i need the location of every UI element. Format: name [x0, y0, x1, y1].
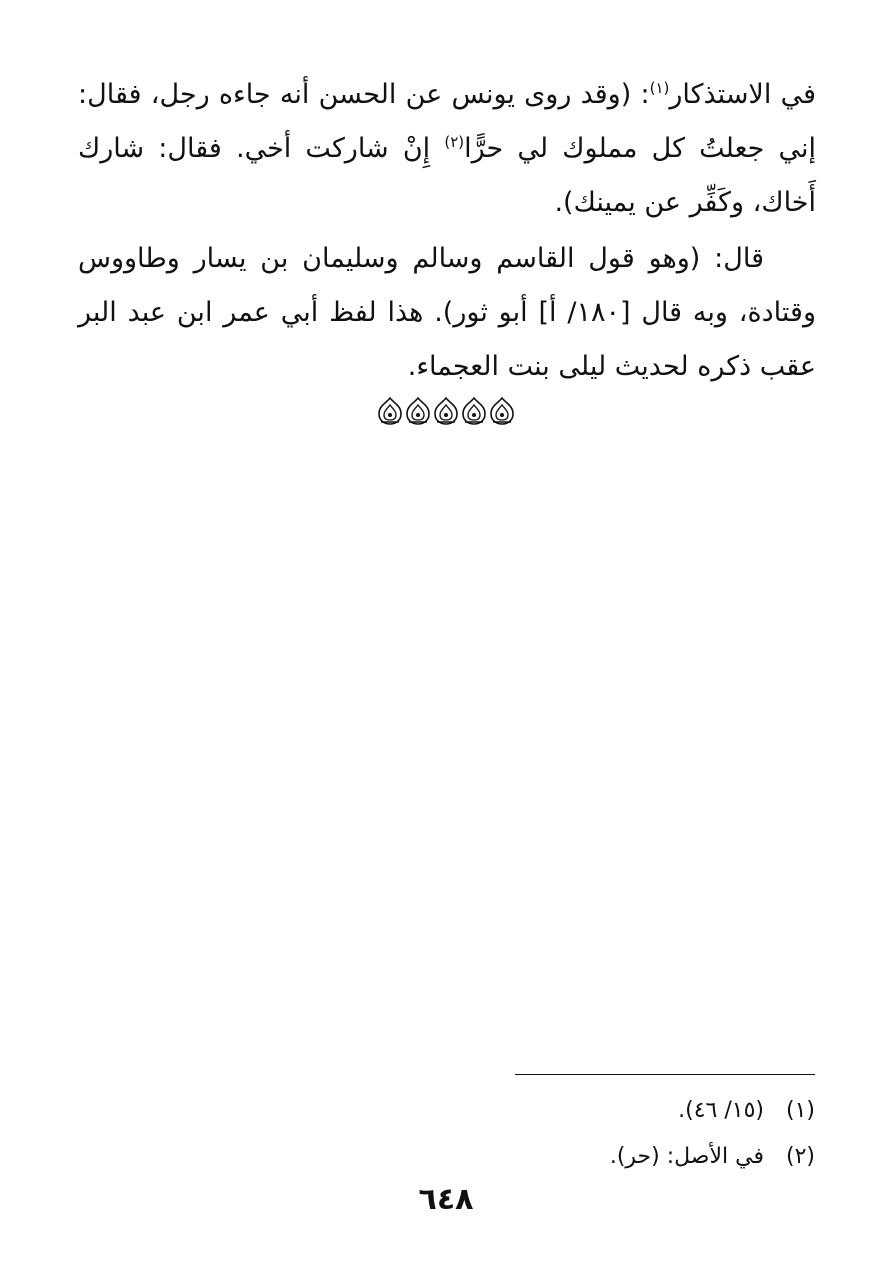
floral-ornament-icon	[461, 396, 487, 426]
footnote-2-text: في الأصل: (حر).	[609, 1144, 764, 1169]
section-divider-ornament	[376, 396, 516, 430]
paragraph-2	[78, 232, 816, 394]
footnote-ref-1[interactable]: (١)	[649, 79, 670, 97]
footnote-2	[400, 1134, 815, 1180]
floral-ornament-icon	[489, 396, 515, 426]
footnote-1-text: (١٥/ ٤٦).	[678, 1098, 764, 1123]
page-number: ٦٤٨	[418, 1182, 474, 1217]
footnote-ref-2[interactable]: (٢)	[444, 133, 465, 151]
floral-ornament-icon	[405, 396, 431, 426]
paragraph-1	[78, 68, 816, 230]
floral-ornament-icon	[433, 396, 459, 426]
footnote-1	[400, 1088, 815, 1134]
paragraph-1-part-1: في الاستذكار	[669, 79, 816, 110]
footnote-separator	[515, 1074, 815, 1075]
footnote-1-number: (١)	[785, 1098, 815, 1123]
footnotes	[400, 1088, 815, 1180]
footnote-2-number: (٢)	[785, 1144, 815, 1169]
paragraph-1-part-2: : (وقد روى يونس عن الحسن أنه جاءه رجل، فقال: إني جعلتُ كل مملوك لي حرًّا	[78, 79, 816, 164]
paragraph-2-text: قال: (وهو قول القاسم وسالم وسليمان بن يسار وطاووس وقتادة، وبه قال [١٨٠/ أ] أبو ثور). هذا لفظ أبي عمر ابن عبد البر عقب ذكره لحديث ليلى بنت العجماء.	[78, 243, 817, 382]
floral-ornament-icon	[377, 396, 403, 426]
paragraph-1-part-3: إِنْ شاركت أخي. فقال: شارك أَخاك، وكَفِّر عن يمينك).	[78, 133, 816, 218]
